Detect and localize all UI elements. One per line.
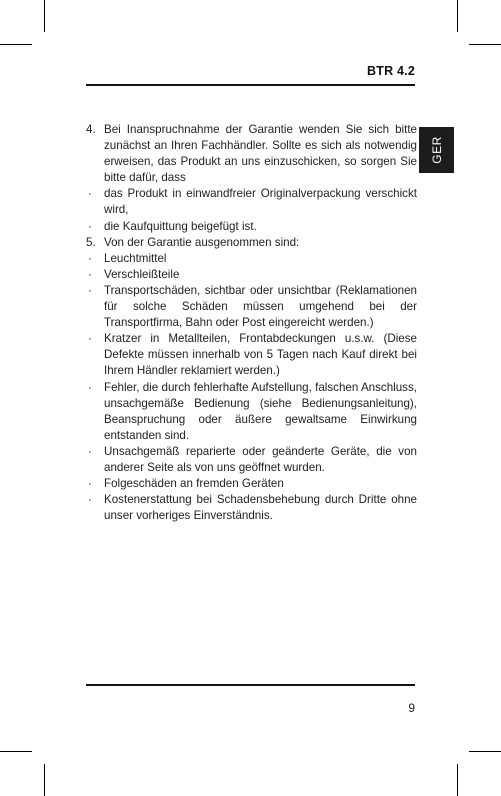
list-item-text: Folgeschäden an fremden Geräten — [104, 477, 284, 491]
bullet-marker: · — [88, 267, 92, 281]
list-item-text: Leuchtmittel — [104, 251, 167, 265]
list-item-text: die Kaufquittung beigefügt ist. — [104, 219, 257, 233]
list-item — [86, 283, 417, 331]
crop-mark — [0, 44, 32, 45]
bullet-marker: · — [88, 493, 92, 507]
crop-mark — [44, 0, 45, 32]
list-marker: 5. — [86, 235, 96, 249]
list-item — [86, 492, 417, 524]
crop-mark — [457, 0, 458, 32]
crop-mark — [469, 44, 501, 45]
list-item — [86, 331, 417, 379]
list-item — [86, 251, 417, 267]
footer-divider — [86, 684, 415, 686]
list-item — [86, 122, 417, 186]
bullet-marker: · — [88, 444, 92, 458]
bullet-marker: · — [88, 219, 92, 233]
crop-mark — [44, 764, 45, 796]
list-item-text: Kostenerstattung bei Schadensbehebung durch Dritte ohne unser vorheriges Einverständnis. — [104, 493, 417, 523]
language-tab — [419, 127, 454, 173]
crop-mark — [457, 764, 458, 796]
page-number: 9 — [408, 701, 415, 715]
list-item — [86, 476, 417, 492]
list-item-text: das Produkt in einwandfreier Originalverpackung verschickt wird, — [104, 187, 417, 217]
list-item-text: Kratzer in Metallteilen, Frontabdeckungen u.s.w. (Diese Defekte müssen innerhalb von 5 Tagen nach Kauf direkt bei Ihrem Händler reklamiert werden.) — [104, 332, 417, 378]
bullet-marker: · — [88, 187, 92, 201]
warranty-terms — [86, 122, 417, 524]
crop-mark — [0, 751, 32, 752]
list-item — [86, 380, 417, 444]
list-item-text: Unsachgemäß reparierte oder geänderte Geräte, die von anderer Seite als von uns geöffnet wurden. — [104, 444, 417, 474]
header-divider — [86, 84, 415, 86]
list-item — [86, 235, 417, 251]
list-item-text: Transportschäden, sichtbar oder unsichtbar (Reklamationen für solche Schäden müssen umgehend bei der Transportfirma, Bahn oder Post eingereicht werden.) — [104, 283, 417, 330]
language-tab-label: GER — [429, 136, 444, 164]
list-marker: 4. — [86, 123, 96, 136]
list-item-text: Fehler, die durch fehlerhafte Aufstellung, falschen Anschluss, unsachgemäße Bedienung (siehe Bedienungsanleitung), Beanspruchung oder äußere gewaltsame Einwirkung entstanden sind. — [104, 380, 417, 442]
list-item — [86, 267, 417, 283]
list-item — [86, 219, 417, 235]
list-item-text: Bei Inanspruchnahme der Garantie wenden Sie sich bitte zunächst an Ihren Fachhändler. Sollte es sich als notwendig erweisen, das Produkt an uns einzuschicken, so sorgen Sie bitte dafür, dass — [104, 123, 417, 185]
bullet-marker: · — [88, 380, 92, 394]
bullet-marker: · — [88, 283, 92, 297]
bullet-marker: · — [88, 332, 92, 346]
page-header-model: BTR 4.2 — [367, 64, 415, 78]
crop-mark — [469, 751, 501, 752]
list-item-text: Verschleißteile — [104, 267, 180, 281]
list-item-text: Von der Garantie ausgenommen sind: — [104, 235, 300, 249]
bullet-marker: · — [88, 251, 92, 265]
bullet-marker: · — [88, 477, 92, 491]
list-item — [86, 186, 417, 218]
list-item — [86, 444, 417, 476]
